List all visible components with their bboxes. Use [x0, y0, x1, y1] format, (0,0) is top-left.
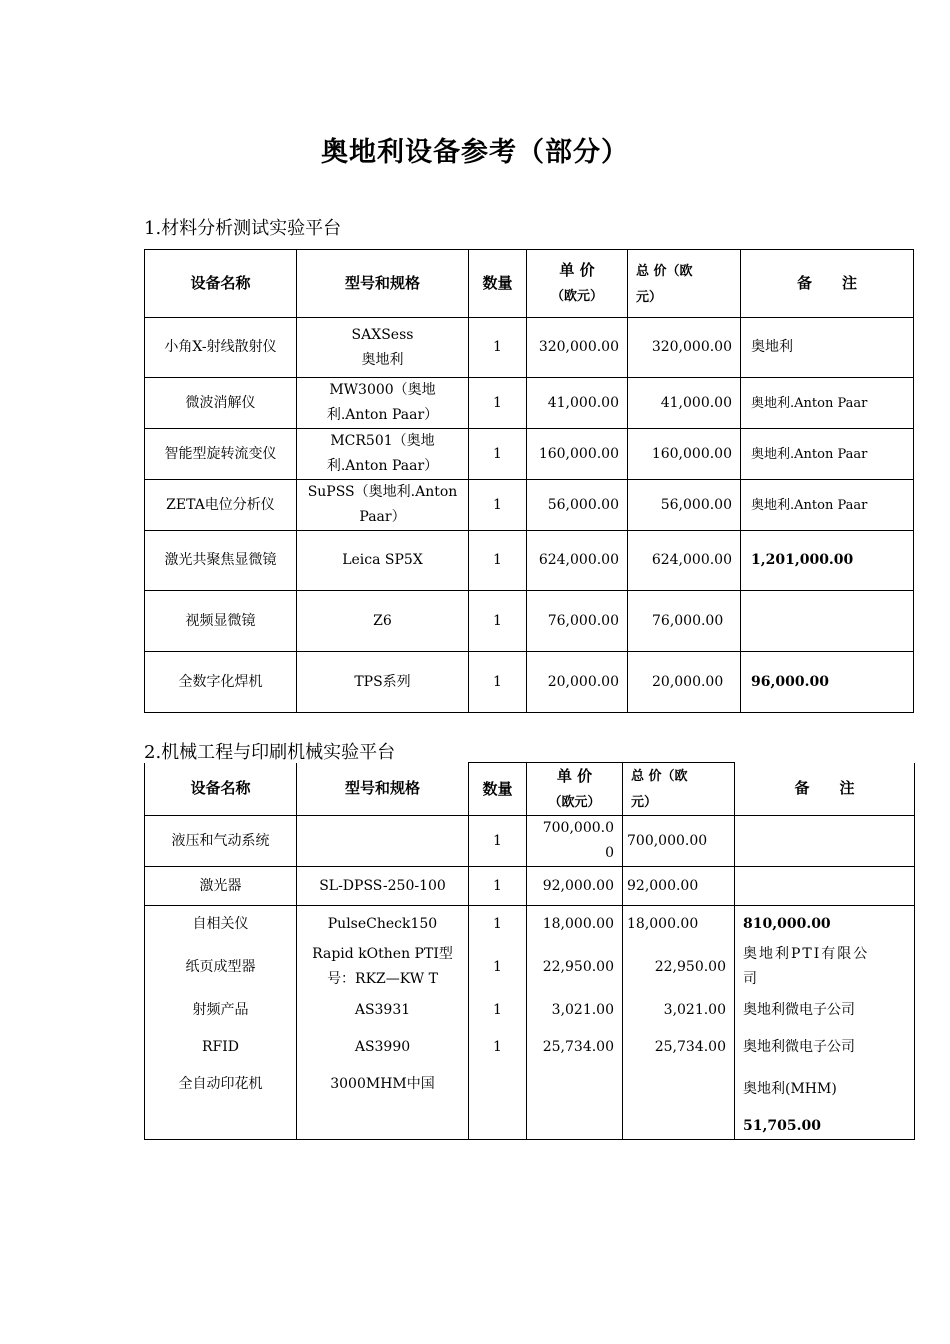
table-row [145, 816, 915, 867]
cell-note [735, 867, 915, 906]
cell-name: 微波消解仪 [145, 378, 297, 429]
table-row [145, 591, 914, 652]
page-title: 奥地利设备参考（部分） [321, 137, 629, 168]
table-row [145, 318, 914, 378]
table-row [145, 867, 915, 906]
cell-name: 激光器 [145, 867, 297, 906]
cell-model: SL-DPSS-250-100 [297, 867, 469, 906]
cell-model: MW3000（奥地 利.Anton Paar） [297, 378, 469, 429]
cell-name: 激光共聚焦显微镜 [145, 531, 297, 591]
cell-unit-price: 41,000.00 [527, 378, 628, 429]
cell-total-price: 700,000.00 [623, 816, 735, 867]
cell-unit-price-group: 18,000.00 22,950.00 3,021.00 25,734.00 [527, 906, 623, 1140]
cell-note: 96,000.00 [741, 652, 914, 713]
cell-qty: 1 [469, 867, 527, 906]
cell-note: 奥地利.Anton Paar [741, 378, 914, 429]
cell-name: 小角X-射线散射仪 [145, 318, 297, 378]
cell-model: Z6 [297, 591, 469, 652]
cell-qty: 1 [469, 378, 527, 429]
table-header-row [145, 763, 915, 816]
cell-model: TPS系列 [297, 652, 469, 713]
cell-name-group: 自相关仪 纸页成型器 射频产品 RFID 全自动印花机 [145, 906, 297, 1140]
cell-note: 奥地利 [741, 318, 914, 378]
cell-qty: 1 [469, 591, 527, 652]
header-name: 设备名称 [145, 763, 297, 816]
cell-unit-price: 320,000.00 [527, 318, 628, 378]
cell-unit-price: 92,000.00 [527, 867, 623, 906]
cell-qty: 1 [469, 429, 527, 480]
section-heading-materials: 1.材料分析测试实验平台 [144, 218, 342, 239]
cell-note: 奥地利.Anton Paar [741, 480, 914, 531]
table-row [145, 429, 914, 480]
cell-total-price: 20,000.00 [628, 652, 741, 713]
header-note: 备 注 [741, 250, 914, 318]
cell-note [735, 816, 915, 867]
table-row [145, 480, 914, 531]
cell-total-price: 76,000.00 [628, 591, 741, 652]
cell-unit-price: 624,000.00 [527, 531, 628, 591]
cell-name: 智能型旋转流变仪 [145, 429, 297, 480]
table-header-row [145, 250, 914, 318]
header-model: 型号和规格 [297, 763, 469, 816]
table-row-group [145, 906, 915, 1140]
materials-equipment-table [144, 249, 914, 713]
cell-name: 液压和气动系统 [145, 816, 297, 867]
cell-note: 1,201,000.00 [741, 531, 914, 591]
cell-qty: 1 [469, 652, 527, 713]
header-name: 设备名称 [145, 250, 297, 318]
cell-total-price: 41,000.00 [628, 378, 741, 429]
cell-unit-price: 76,000.00 [527, 591, 628, 652]
section-heading-mechanical: 2.机械工程与印刷机械实验平台 [144, 742, 396, 763]
cell-name: 全数字化焊机 [145, 652, 297, 713]
table-row [145, 378, 914, 429]
mechanical-equipment-table [144, 762, 915, 1140]
cell-total-price: 320,000.00 [628, 318, 741, 378]
cell-model: Leica SP5X [297, 531, 469, 591]
cell-total-price-group: 18,000.00 22,950.00 3,021.00 25,734.00 [623, 906, 735, 1140]
header-unit-price: 单 价 （欧元） [527, 250, 628, 318]
cell-qty: 1 [469, 816, 527, 867]
header-total-price: 总 价（欧 元） [628, 250, 741, 318]
cell-model [297, 816, 469, 867]
cell-model: SuPSS（奥地利.Anton Paar） [297, 480, 469, 531]
cell-total-price: 160,000.00 [628, 429, 741, 480]
header-model: 型号和规格 [297, 250, 469, 318]
cell-unit-price: 160,000.00 [527, 429, 628, 480]
cell-name: 视频显微镜 [145, 591, 297, 652]
cell-note: 奥地利.Anton Paar [741, 429, 914, 480]
cell-note-group: 810,000.00 奥地利PTI有限公 司 奥地利微电子公司 奥地利微电子公司 奥地利(MHM) 51,705.00 [735, 906, 915, 1140]
cell-unit-price: 20,000.00 [527, 652, 628, 713]
header-total-price: 总 价（欧 元） [623, 763, 735, 816]
header-qty: 数量 [469, 763, 527, 816]
cell-qty: 1 [469, 531, 527, 591]
cell-unit-price: 56,000.00 [527, 480, 628, 531]
cell-total-price: 56,000.00 [628, 480, 741, 531]
table-row [145, 531, 914, 591]
cell-model-group: PulseCheck150 Rapid kOthen PTI型 号：RKZ—KW T AS3931 AS3990 3000MHM中国 [297, 906, 469, 1140]
cell-qty: 1 [469, 318, 527, 378]
cell-model: MCR501（奥地 利.Anton Paar） [297, 429, 469, 480]
header-qty: 数量 [469, 250, 527, 318]
cell-note [741, 591, 914, 652]
cell-total-price: 92,000.00 [623, 867, 735, 906]
cell-model: SAXSess 奥地利 [297, 318, 469, 378]
table-row [145, 652, 914, 713]
header-unit-price: 单 价 （欧元） [527, 763, 623, 816]
cell-total-price: 624,000.00 [628, 531, 741, 591]
cell-qty-group: 1 1 1 1 [469, 906, 527, 1140]
header-note: 备 注 [735, 763, 915, 816]
cell-unit-price: 700,000.0 0 [527, 816, 623, 867]
cell-name: ZETA电位分析仪 [145, 480, 297, 531]
cell-qty: 1 [469, 480, 527, 531]
